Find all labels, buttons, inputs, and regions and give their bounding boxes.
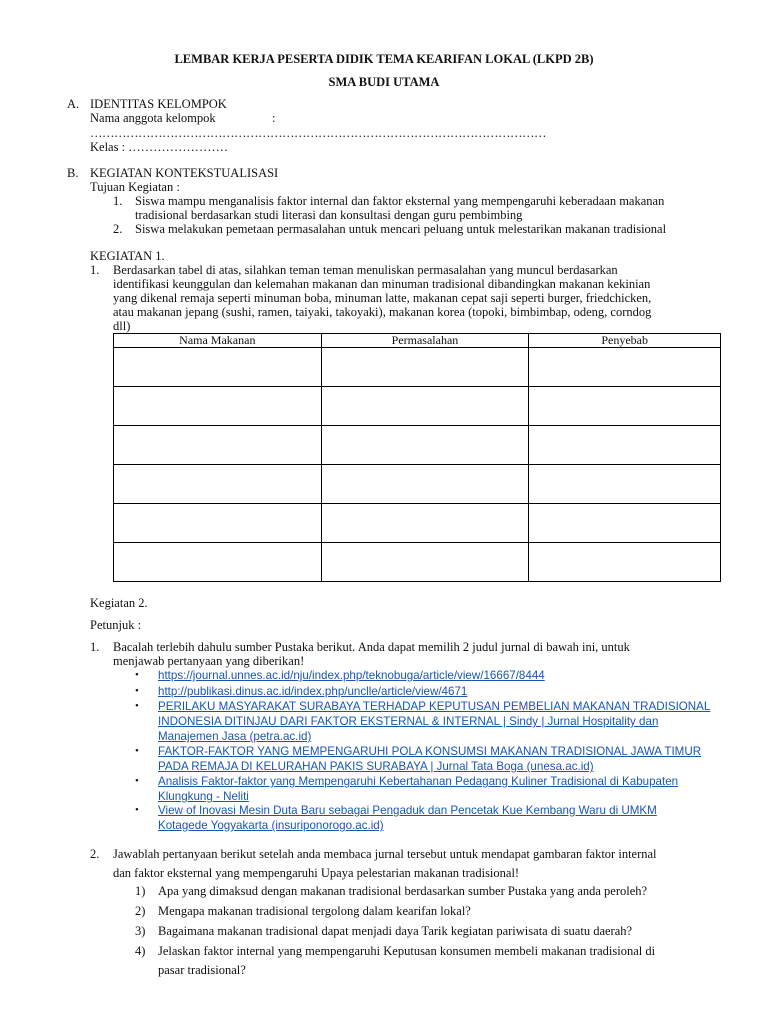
school-name: SMA BUDI UTAMA	[328, 75, 440, 89]
bullet-icon: •	[135, 775, 139, 787]
table-row	[114, 543, 721, 582]
reference-link[interactable]: https://journal.unnes.ac.id/nju/index.php/teknobuga/article/view/16667/8444	[158, 669, 545, 682]
question-number: 2)	[135, 904, 146, 918]
members-label: Nama anggota kelompok	[90, 111, 216, 125]
kegiatan1-instruction-line: atau makanan jepang (sushi, ramen, taiyaki, takoyaki), makanan korea (topoki, bimbimbap, odeng, corndog	[113, 305, 652, 319]
column-header-cause: Penyebab	[529, 334, 721, 348]
goal-line: Siswa mampu menganalisis faktor internal dan faktor eksternal yang mempengaruhi keberadaan makanan	[135, 194, 665, 208]
kegiatan2-item-number: 1.	[90, 640, 100, 654]
kegiatan1-title: KEGIATAN 1.	[90, 249, 165, 263]
table-cell[interactable]	[321, 543, 529, 582]
table-cell[interactable]	[114, 504, 322, 543]
question-text: Bagaimana makanan tradisional dapat menjadi daya Tarik kegiatan pariwisata di suatu daerah?	[158, 924, 633, 938]
goal-number: 2.	[113, 222, 123, 236]
question-text: Apa yang dimaksud dengan makanan tradisional berdasarkan sumber Pustaka yang anda peroleh?	[158, 884, 648, 898]
bullet-icon: •	[135, 700, 139, 712]
question-number: 4)	[135, 944, 146, 958]
table-cell[interactable]	[114, 543, 322, 582]
goal-label: Tujuan Kegiatan :	[90, 180, 180, 194]
table-cell[interactable]	[321, 387, 529, 426]
table-cell[interactable]	[529, 504, 721, 543]
table-row	[114, 465, 721, 504]
kegiatan1-instruction-line: yang dikenal remaja seperti minuman boba, minuman latte, makanan cepat saji seperti burger, friedchicken,	[113, 291, 652, 305]
bullet-icon: •	[135, 804, 139, 816]
bullet-icon: •	[135, 685, 139, 697]
instructions-label: Petunjuk :	[90, 618, 142, 632]
reference-link[interactable]: PERILAKU MASYARAKAT SURABAYA TERHADAP KEPUTUSAN PEMBELIAN MAKANAN TRADISIONAL	[158, 700, 711, 713]
reference-link[interactable]: FAKTOR-FAKTOR YANG MEMPENGARUHI POLA KONSUMSI MAKANAN TRADISIONAL JAWA TIMUR	[158, 745, 702, 758]
table-cell[interactable]	[321, 504, 529, 543]
goal-number: 1.	[113, 194, 123, 208]
table-cell[interactable]	[529, 465, 721, 504]
kegiatan2-item-line: menjawab pertanyaan yang diberikan!	[113, 654, 305, 668]
goal-line: tradisional berdasarkan studi literasi dan konsultasi dengan guru pembimbing	[135, 208, 523, 222]
table-row	[114, 348, 721, 387]
table-cell[interactable]	[114, 348, 322, 387]
kegiatan2-item-line: Bacalah terlebih dahulu sumber Pustaka berikut. Anda dapat memilih 2 judul jurnal di bawah ini, untuk	[113, 640, 630, 654]
table-cell[interactable]	[321, 465, 529, 504]
document-title: LEMBAR KERJA PESERTA DIDIK TEMA KEARIFAN LOKAL (LKPD 2B)	[174, 52, 594, 66]
table-cell[interactable]	[321, 426, 529, 465]
reference-link[interactable]: http://publikasi.dinus.ac.id/index.php/unclle/article/view/4671	[158, 685, 468, 698]
table-cell[interactable]	[529, 543, 721, 582]
reference-link[interactable]: Analisis Faktor-faktor yang Mempengaruhi Kebertahanan Pedagang Kuliner Tradisional di Kabupaten	[158, 775, 679, 788]
members-dotted-line: ……………………………………………………………………………………………………	[90, 126, 546, 140]
column-header-food-name: Nama Makanan	[114, 334, 322, 348]
question-text: pasar tradisional?	[158, 963, 246, 977]
table-cell[interactable]	[529, 426, 721, 465]
kegiatan1-instruction-line: identifikasi keunggulan dan kelemahan makanan dan minuman tradisional dibandingkan makanan kekinian	[113, 277, 651, 291]
table-cell[interactable]	[114, 387, 322, 426]
question-number: 1)	[135, 884, 146, 898]
column-header-problem: Permasalahan	[321, 334, 529, 348]
kegiatan2-item-line: Jawablah pertanyaan berikut setelah anda membaca jurnal tersebut untuk mendapat gambaran faktor internal	[113, 847, 657, 861]
members-colon: :	[272, 111, 276, 125]
reference-link[interactable]: INDONESIA DITINJAU DARI FAKTOR EKSTERNAL & INTERNAL | Sindy | Jurnal Hospitality dan	[158, 715, 659, 728]
table-cell[interactable]	[321, 348, 529, 387]
table-cell[interactable]	[114, 465, 322, 504]
section-a-heading: IDENTITAS KELOMPOK	[90, 97, 227, 111]
section-b-heading: KEGIATAN KONTEKSTUALISASI	[90, 166, 279, 180]
bullet-icon: •	[135, 745, 139, 757]
table-cell[interactable]	[529, 387, 721, 426]
reference-link[interactable]: View of Inovasi Mesin Duta Baru sebagai Pengaduk dan Pencetak Kue Kembang Waru di UMKM	[158, 804, 657, 817]
reference-link[interactable]: PADA REMAJA DI KELURAHAN PAKIS SURABAYA | Jurnal Tata Boga (unesa.ac.id)	[158, 760, 594, 773]
question-text: Mengapa makanan tradisional tergolong dalam kearifan lokal?	[158, 904, 471, 918]
table-cell[interactable]	[114, 426, 322, 465]
kegiatan2-item-number: 2.	[90, 847, 100, 861]
kegiatan1-instruction-line: dll)	[113, 319, 131, 333]
analysis-table	[113, 333, 721, 582]
class-line: Kelas : ……………………	[90, 140, 229, 154]
reference-link[interactable]: Manajemen Jasa (petra.ac.id)	[158, 730, 312, 743]
question-number: 3)	[135, 924, 146, 938]
kegiatan1-instruction-line: Berdasarkan tabel di atas, silahkan teman teman menuliskan permasalahan yang muncul berdasarkan	[113, 263, 618, 277]
kegiatan2-item-line: dan faktor eksternal yang mempengaruhi Upaya pelestarian makanan tradisional!	[113, 866, 520, 880]
kegiatan1-number: 1.	[90, 263, 100, 277]
goal-line: Siswa melakukan pemetaan permasalahan untuk mencari peluang untuk melestarikan makanan tradisional	[135, 222, 667, 236]
table-cell[interactable]	[529, 348, 721, 387]
reference-link[interactable]: Klungkung - Neliti	[158, 790, 249, 803]
kegiatan2-title: Kegiatan 2.	[90, 596, 148, 610]
question-text: Jelaskan faktor internal yang mempengaruhi Keputusan konsumen membeli makanan tradisional di	[158, 944, 656, 958]
table-row	[114, 426, 721, 465]
table-row	[114, 504, 721, 543]
reference-link[interactable]: Kotagede Yogyakarta (insuriponorogo.ac.id)	[158, 819, 384, 832]
bullet-icon: •	[135, 669, 139, 681]
section-a-marker: A.	[67, 97, 80, 111]
table-row	[114, 387, 721, 426]
section-b-marker: B.	[67, 166, 79, 180]
